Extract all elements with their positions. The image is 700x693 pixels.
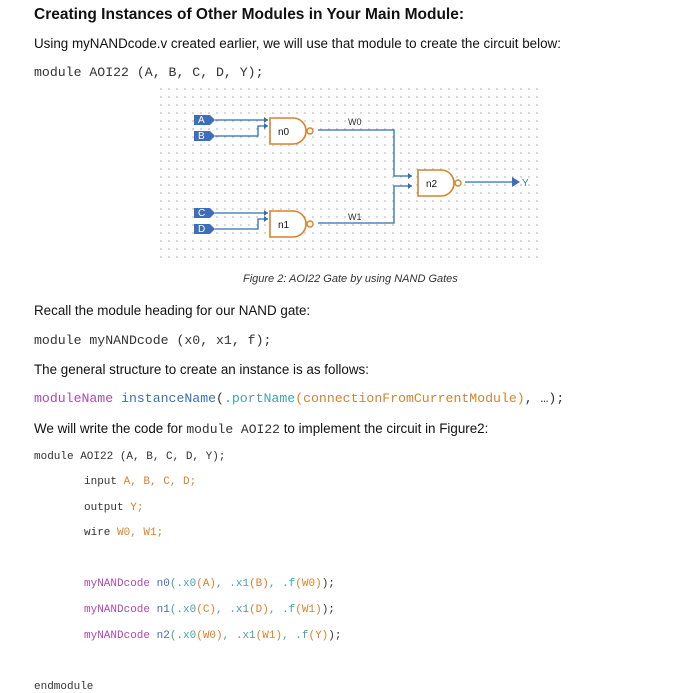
intro-text: Using myNANDcode.v created earlier, we will use that module to create the circuit below:: [34, 36, 561, 51]
structure-module-name: moduleName: [34, 391, 114, 406]
code-header: module AOI22 (A, B, C, D, Y);: [34, 451, 226, 463]
svg-text:n2: n2: [426, 179, 438, 190]
general-structure-text: The general structure to create an instance is as follows:: [34, 362, 369, 377]
svg-text:n1: n1: [278, 220, 290, 231]
code-instance-n2: myNANDcode n2(.x0(W0), .x1(W1), .f(Y));: [84, 630, 342, 642]
svg-text:A: A: [198, 115, 205, 126]
code-wire-line: wire W0, W1;: [84, 527, 164, 539]
svg-text:n0: n0: [278, 127, 290, 138]
svg-text:D: D: [198, 224, 206, 235]
recall-text: Recall the module heading for our NAND gate:: [34, 303, 311, 318]
structure-connection: (connectionFromCurrentModule): [295, 391, 525, 406]
code-instance-n0: myNANDcode n0(.x0(A), .x1(B), .f(W0));: [84, 578, 335, 590]
we-will-text: We will write the code for module AOI22 to implement the circuit in Figure2:: [34, 421, 489, 437]
module-heading: module AOI22 (A, B, C, D, Y);: [34, 65, 264, 80]
figure-caption: Figure 2: AOI22 Gate by using NAND Gates: [243, 273, 458, 285]
wire-label-w0: W0: [348, 117, 362, 127]
wire-label-w1: W1: [348, 212, 362, 222]
page-title: Creating Instances of Other Modules in Your Main Module:: [34, 6, 465, 23]
svg-text:B: B: [198, 131, 205, 142]
svg-text:Y: Y: [522, 178, 529, 189]
structure-port-name: .portName: [223, 391, 296, 406]
structure-line: moduleName instanceName(.portName(connectionFromCurrentModule), …);: [34, 391, 565, 406]
aoi22-circuit-diagram: [160, 88, 540, 258]
code-instance-n1: myNANDcode n1(.x0(C), .x1(D), .f(W1));: [84, 604, 335, 616]
code-endmodule: endmodule: [34, 681, 94, 693]
structure-instance-name: instanceName: [121, 391, 217, 406]
svg-text:C: C: [198, 208, 206, 219]
code-input-line: input A, B, C, D;: [84, 476, 197, 488]
nand-heading: module myNANDcode (x0, x1, f);: [34, 333, 272, 348]
grid-background: [160, 88, 540, 258]
code-output-line: output Y;: [84, 502, 144, 514]
